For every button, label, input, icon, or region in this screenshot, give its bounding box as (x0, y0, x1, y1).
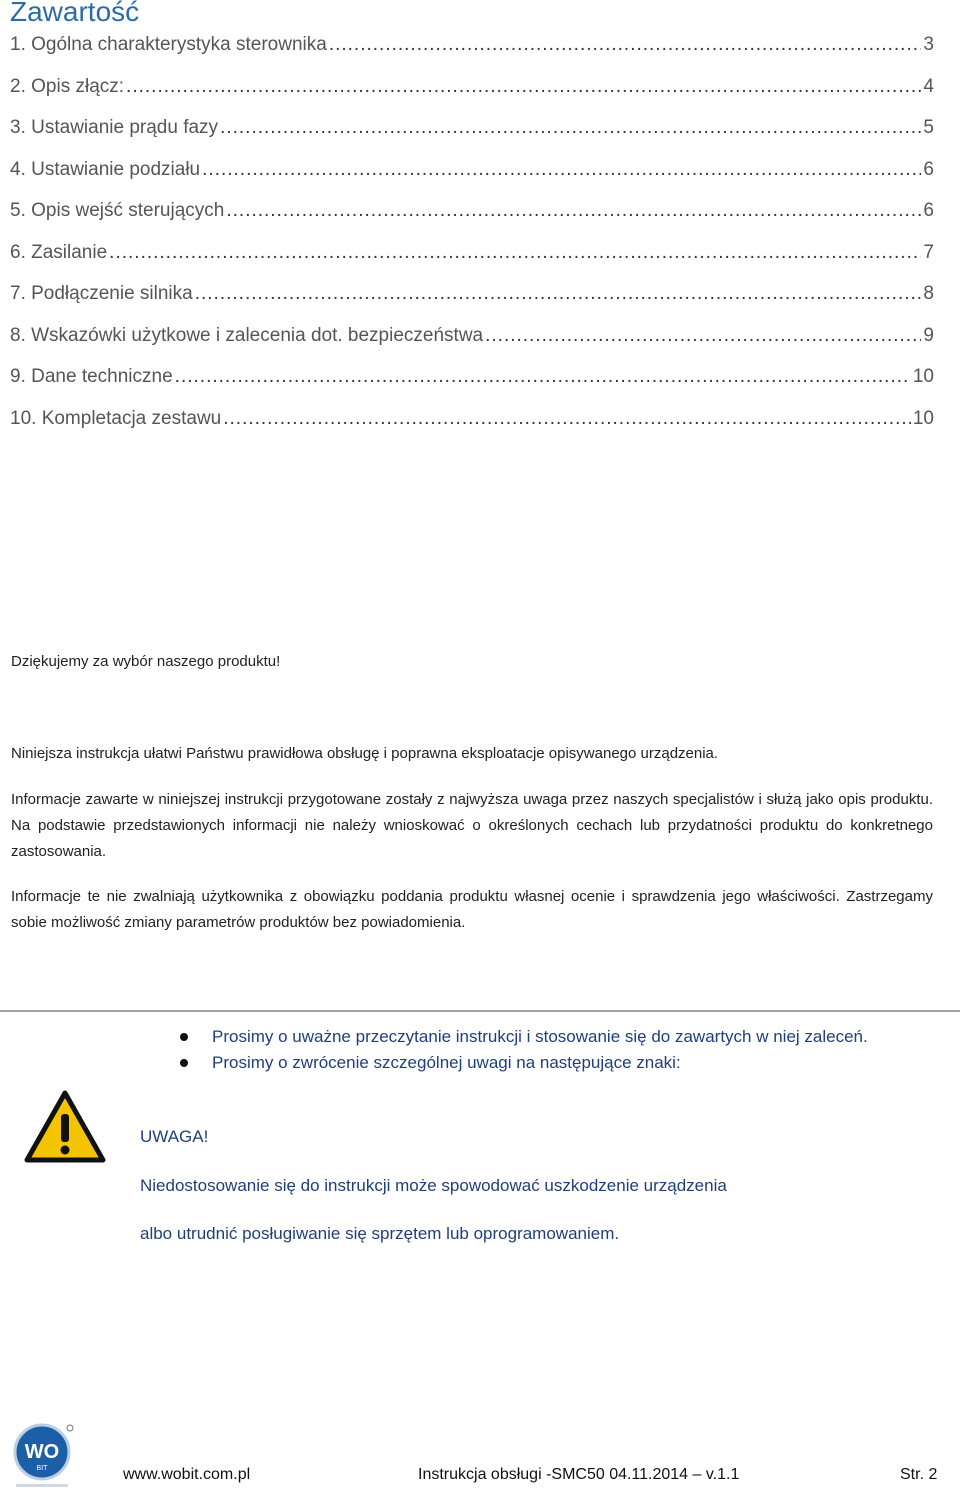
toc-leader (202, 159, 921, 181)
toc-entry[interactable] (10, 325, 934, 367)
toc-entry-page: 10 (912, 366, 934, 387)
warning-title: UWAGA! (140, 1127, 209, 1146)
toc-entry-title: 3. Ustawianie prądu fazy (10, 117, 219, 138)
toc-entry-page: 4 (923, 75, 934, 97)
toc-entry-page: 6 (923, 200, 934, 221)
warning-line-1: Niedostosowanie się do instrukcji może spowodować uszkodzenie urządzenia (140, 1176, 727, 1195)
toc-entry-title: 6. Zasilanie (10, 241, 108, 263)
intro-paragraph-3: Informacje te nie zwalniają użytkownika z obowiązku poddania produktu własnej ocenie i sprawdzenia jego właściwości. Zastrzegamy sobie możliwość zmiany parametrów produktów bez powiadomienia. (11, 888, 933, 931)
toc-leader (329, 34, 922, 56)
toc-entry[interactable] (10, 117, 934, 159)
toc-leader (226, 200, 921, 222)
logo-text: WO (24, 1441, 60, 1463)
bullet-icon (180, 1033, 188, 1041)
toc-leader (485, 325, 921, 347)
section-divider (0, 1010, 960, 1012)
toc-entry[interactable] (10, 200, 934, 242)
toc-entry-title: 8. Wskazówki użytkowe i zalecenia dot. bezpieczeństwa (10, 324, 484, 346)
toc-entry-page: 8 (923, 283, 934, 304)
toc-entry-page: 9 (923, 324, 934, 346)
logo-subtext: BIT (36, 1465, 48, 1472)
intro-paragraph-1: Niniejsza instrukcja ułatwi Państwu prawidłowa obsługę i poprawna eksploatacje opisywanego urządzenia. (11, 745, 719, 762)
toc-leader (126, 76, 921, 98)
list-item (180, 1050, 868, 1076)
toc-leader (175, 366, 911, 388)
toc-entry[interactable] (10, 283, 934, 325)
footer-website-link[interactable]: www.wobit.com.pl (123, 1466, 251, 1483)
toc-entry[interactable] (10, 159, 934, 201)
toc-entry-title: 4. Ustawianie podziału (10, 158, 201, 180)
toc-leader (220, 117, 921, 139)
toc-heading: Zawartość (10, 0, 140, 27)
thanks-text: Dziękujemy za wybór naszego produktu! (11, 653, 281, 670)
toc-entry[interactable] (10, 76, 934, 118)
notes-list (180, 1024, 868, 1076)
intro-paragraph-2: Informacje zawarte w niniejszej instrukcji przygotowane zostały z najwyższa uwaga przez naszych specjalistów i służą jako opis produktu. Na podstawie przedstawionych informacji nie należy wnioskować o określonych cechach lub przydatności produktu do konkretnego zastosowania. (11, 791, 933, 860)
toc-entry-title: 10. Kompletacja zestawu (10, 407, 222, 429)
toc-entry[interactable] (10, 366, 934, 408)
footer-doc-title: Instrukcja obsługi -SMC50 04.11.2014 – v.1.1 (418, 1466, 740, 1483)
toc-leader (195, 283, 922, 305)
page-footer (0, 1420, 960, 1494)
toc-entry-title: 1. Ogólna charakterystyka sterownika (10, 34, 327, 55)
note-text: Prosimy o uważne przeczytanie instrukcji i stosowanie się do zawartych w niej zaleceń. (212, 1027, 868, 1046)
warning-line-2: albo utrudnić posługiwanie się sprzętem lub oprogramowaniem. (140, 1224, 620, 1243)
toc-leader (223, 408, 911, 430)
note-text: Prosimy o zwrócenie szczególnej uwagi na następujące znaki: (212, 1053, 681, 1072)
warning-triangle-icon (24, 1090, 106, 1164)
toc-entry-title: 2. Opis złącz: (10, 75, 125, 97)
wobit-logo (12, 1422, 76, 1492)
toc-entry-page: 7 (923, 241, 934, 263)
footer-page-number: Str. 2 (900, 1466, 938, 1483)
bullet-icon (180, 1059, 188, 1067)
toc-entry-page: 5 (923, 117, 934, 138)
toc-entry-title: 9. Dane techniczne (10, 366, 173, 387)
toc-entry-title: 7. Podłączenie silnika (10, 283, 193, 304)
toc-entry-page: 10 (912, 407, 934, 429)
toc-entry[interactable] (10, 242, 934, 284)
toc-entry-title: 5. Opis wejść sterujących (10, 200, 225, 221)
toc-leader (109, 242, 921, 264)
list-item (180, 1024, 868, 1050)
table-of-contents (10, 34, 934, 449)
toc-entry-page: 3 (923, 34, 934, 55)
toc-entry[interactable] (10, 408, 934, 450)
toc-entry-page: 6 (923, 158, 934, 180)
toc-entry[interactable] (10, 34, 934, 76)
